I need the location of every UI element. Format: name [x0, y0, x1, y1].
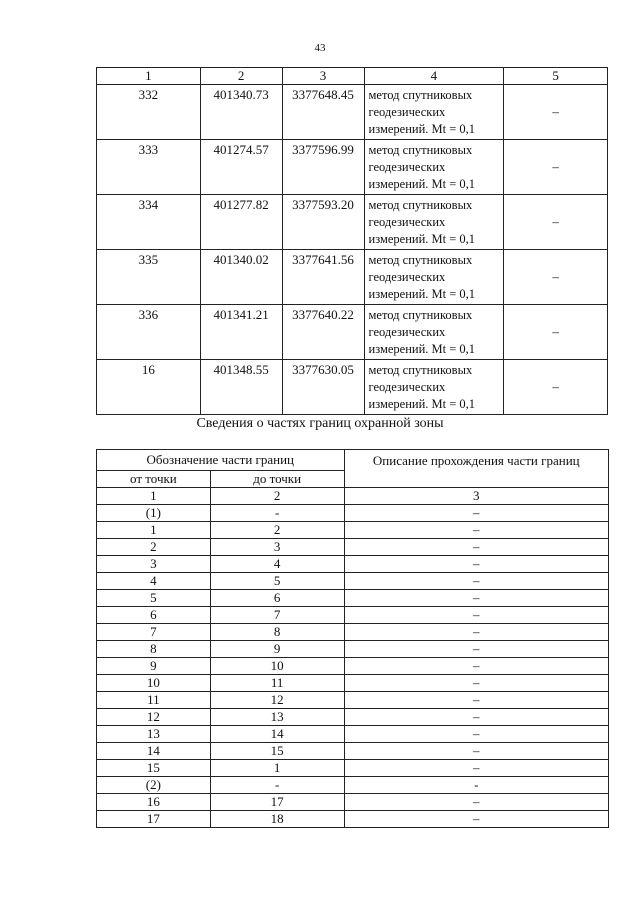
- parts-header-row: [97, 450, 609, 471]
- to-point-cell: 3: [210, 539, 344, 556]
- description-cell: –: [344, 539, 608, 556]
- table-row: [97, 522, 609, 539]
- x-coordinate-cell: 401274.57: [200, 140, 282, 195]
- method-line: геодезических: [368, 270, 446, 284]
- header-cell: 4: [364, 68, 504, 85]
- parts-index-row: [97, 488, 609, 505]
- from-point-cell: 1: [97, 522, 211, 539]
- to-point-cell: 7: [210, 607, 344, 624]
- to-point-cell: 1: [210, 760, 344, 777]
- note-cell: –: [504, 250, 608, 305]
- index-cell: 3: [344, 488, 608, 505]
- x-coordinate-cell: 401341.21: [200, 305, 282, 360]
- header-from-cell: от точки: [97, 471, 211, 488]
- from-point-cell: 5: [97, 590, 211, 607]
- y-coordinate-cell: 3377596.99: [282, 140, 364, 195]
- x-coordinate-cell: 401277.82: [200, 195, 282, 250]
- method-line: измерений. Mt = 0,1: [368, 287, 476, 301]
- description-cell: –: [344, 709, 608, 726]
- to-point-cell: 14: [210, 726, 344, 743]
- y-coordinate-cell: 3377648.45: [282, 85, 364, 140]
- from-point-cell: 17: [97, 811, 211, 828]
- description-cell: –: [344, 811, 608, 828]
- to-point-cell: 15: [210, 743, 344, 760]
- method-cell: [364, 250, 504, 305]
- from-point-cell: 6: [97, 607, 211, 624]
- method-line: геодезических: [368, 105, 446, 119]
- point-number-cell: 336: [97, 305, 201, 360]
- from-point-cell: 11: [97, 692, 211, 709]
- description-cell: –: [344, 641, 608, 658]
- to-point-cell: 9: [210, 641, 344, 658]
- from-point-cell: 9: [97, 658, 211, 675]
- from-point-cell: 14: [97, 743, 211, 760]
- point-number-cell: 335: [97, 250, 201, 305]
- table-row: [97, 692, 609, 709]
- table-row: [97, 250, 608, 305]
- method-cell: [364, 85, 504, 140]
- description-cell: –: [344, 590, 608, 607]
- from-point-cell: 3: [97, 556, 211, 573]
- method-line: метод спутниковых: [368, 363, 473, 377]
- index-cell: 2: [210, 488, 344, 505]
- header-cell: 2: [200, 68, 282, 85]
- description-cell: –: [344, 658, 608, 675]
- description-cell: –: [344, 726, 608, 743]
- note-cell: –: [504, 85, 608, 140]
- y-coordinate-cell: 3377641.56: [282, 250, 364, 305]
- from-point-cell: 10: [97, 675, 211, 692]
- method-line: измерений. Mt = 0,1: [368, 177, 476, 191]
- method-cell: [364, 140, 504, 195]
- page-number: 43: [314, 42, 326, 54]
- y-coordinate-cell: 3377630.05: [282, 360, 364, 415]
- from-point-cell: 7: [97, 624, 211, 641]
- table-row: [97, 811, 609, 828]
- to-point-cell: 2: [210, 522, 344, 539]
- method-line: метод спутниковых: [368, 253, 473, 267]
- description-cell: –: [344, 522, 608, 539]
- table-row: [97, 794, 609, 811]
- method-cell: [364, 305, 504, 360]
- header-cell: 5: [504, 68, 608, 85]
- method-line: геодезических: [368, 325, 446, 339]
- table-row: [97, 675, 609, 692]
- table-row: [97, 505, 609, 522]
- section-title: Сведения о частях границ охранной зоны: [196, 416, 444, 431]
- description-cell: -: [344, 777, 608, 794]
- description-cell: –: [344, 675, 608, 692]
- table-row: [97, 539, 609, 556]
- point-number-cell: 16: [97, 360, 201, 415]
- method-line: измерений. Mt = 0,1: [368, 232, 476, 246]
- to-point-cell: 13: [210, 709, 344, 726]
- coordinates-header-row: [97, 68, 608, 85]
- to-point-cell: 5: [210, 573, 344, 590]
- header-cell: 1: [97, 68, 201, 85]
- to-point-cell: -: [210, 505, 344, 522]
- table-row: [97, 360, 608, 415]
- table-row: [97, 641, 609, 658]
- description-cell: –: [344, 607, 608, 624]
- table-row: [97, 624, 609, 641]
- table-row: [97, 140, 608, 195]
- index-cell: 1: [97, 488, 211, 505]
- x-coordinate-cell: 401348.55: [200, 360, 282, 415]
- description-cell: –: [344, 505, 608, 522]
- table-row: [97, 760, 609, 777]
- method-line: метод спутниковых: [368, 308, 473, 322]
- method-cell: [364, 195, 504, 250]
- to-point-cell: 8: [210, 624, 344, 641]
- method-line: геодезических: [368, 380, 446, 394]
- to-point-cell: -: [210, 777, 344, 794]
- note-cell: –: [504, 140, 608, 195]
- to-point-cell: 17: [210, 794, 344, 811]
- from-point-cell: 12: [97, 709, 211, 726]
- note-cell: –: [504, 195, 608, 250]
- to-point-cell: 18: [210, 811, 344, 828]
- method-line: метод спутниковых: [368, 143, 473, 157]
- table-row: [97, 556, 609, 573]
- x-coordinate-cell: 401340.73: [200, 85, 282, 140]
- table-row: [97, 573, 609, 590]
- table-row: [97, 607, 609, 624]
- method-cell: [364, 360, 504, 415]
- table-row: [97, 195, 608, 250]
- to-point-cell: 11: [210, 675, 344, 692]
- method-line: измерений. Mt = 0,1: [368, 397, 476, 411]
- from-point-cell: (1): [97, 505, 211, 522]
- coordinates-table: [96, 67, 608, 415]
- y-coordinate-cell: 3377593.20: [282, 195, 364, 250]
- method-line: метод спутниковых: [368, 88, 473, 102]
- x-coordinate-cell: 401340.02: [200, 250, 282, 305]
- table-row: [97, 85, 608, 140]
- from-point-cell: 8: [97, 641, 211, 658]
- to-point-cell: 12: [210, 692, 344, 709]
- to-point-cell: 4: [210, 556, 344, 573]
- table-row: [97, 743, 609, 760]
- header-to-cell: до точки: [210, 471, 344, 488]
- description-cell: –: [344, 794, 608, 811]
- method-line: геодезических: [368, 160, 446, 174]
- point-number-cell: 333: [97, 140, 201, 195]
- to-point-cell: 6: [210, 590, 344, 607]
- table-row: [97, 726, 609, 743]
- from-point-cell: 16: [97, 794, 211, 811]
- method-line: геодезических: [368, 215, 446, 229]
- table-row: [97, 590, 609, 607]
- point-number-cell: 334: [97, 195, 201, 250]
- table-row: [97, 305, 608, 360]
- method-line: метод спутниковых: [368, 198, 473, 212]
- point-number-cell: 332: [97, 85, 201, 140]
- description-cell: –: [344, 692, 608, 709]
- from-point-cell: (2): [97, 777, 211, 794]
- y-coordinate-cell: 3377640.22: [282, 305, 364, 360]
- description-cell: –: [344, 760, 608, 777]
- description-cell: –: [344, 624, 608, 641]
- table-row: [97, 658, 609, 675]
- description-cell: –: [344, 573, 608, 590]
- header-description-cell: Описание прохождения части границ: [344, 450, 608, 488]
- method-line: измерений. Mt = 0,1: [368, 122, 476, 136]
- table-row: [97, 709, 609, 726]
- from-point-cell: 13: [97, 726, 211, 743]
- description-cell: –: [344, 743, 608, 760]
- from-point-cell: 2: [97, 539, 211, 556]
- from-point-cell: 15: [97, 760, 211, 777]
- from-point-cell: 4: [97, 573, 211, 590]
- header-cell: 3: [282, 68, 364, 85]
- description-cell: –: [344, 556, 608, 573]
- boundary-parts-table: [96, 449, 609, 828]
- note-cell: –: [504, 305, 608, 360]
- header-group-cell: Обозначение части границ: [97, 450, 345, 471]
- method-line: измерений. Mt = 0,1: [368, 342, 476, 356]
- to-point-cell: 10: [210, 658, 344, 675]
- note-cell: –: [504, 360, 608, 415]
- table-row: [97, 777, 609, 794]
